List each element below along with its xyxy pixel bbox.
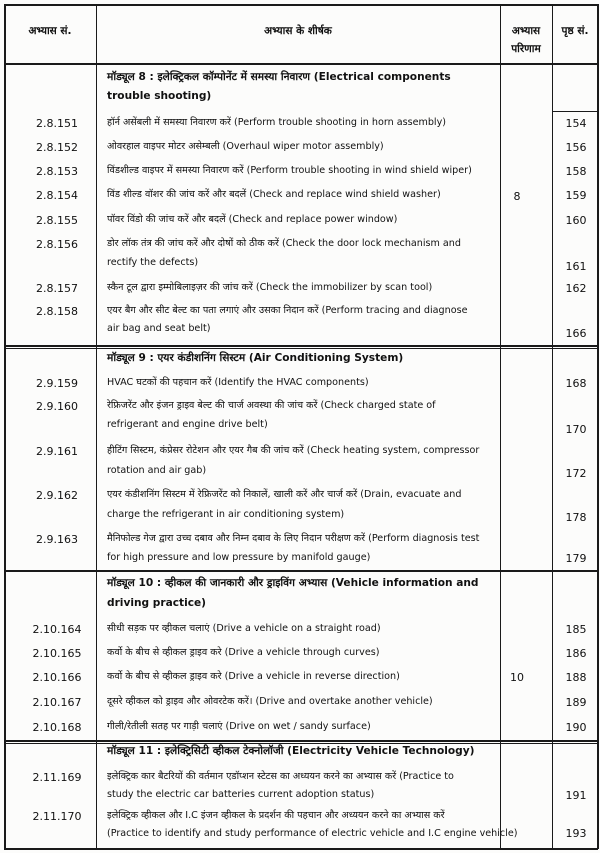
- exercise-title: इलेक्ट्रिक व्हीकल और I.C इंजन व्हीकल के प्रदर्शन की पहचान और अध्ययन करने का अभ्यास करें: [107, 810, 445, 821]
- exercise-number: 2.8.158: [36, 305, 78, 318]
- header-exercise-title: अभ्यास के शीर्षक: [264, 25, 332, 37]
- exercise-outcome: 8: [513, 190, 521, 203]
- module-title: मॉड्यूल 8 : इलेक्ट्रिकल कॉम्पोनेंट में समस्या निवारण (Electrical components: [107, 71, 451, 83]
- exercise-title-cont: air bag and seat belt): [107, 323, 211, 334]
- module-title: मॉड्यूल 10 : व्हीकल की जानकारी और ड्राइविंग अभ्यास (Vehicle information and: [107, 577, 479, 589]
- exercise-number: 2.9.159: [36, 377, 78, 390]
- exercise-title: HVAC घटकों की पहचान करें (Identify the HVAC components): [107, 377, 369, 388]
- module-separator: [4, 345, 598, 347]
- header-page-no: पृष्ठ सं.: [561, 25, 589, 37]
- exercise-number: 2.10.164: [32, 623, 82, 636]
- exercise-number: 2.8.157: [36, 282, 78, 295]
- exercise-title: स्कैन टूल द्वारा इम्मोबिलाइज़र की जांच करें (Check the immobilizer by scan tool): [107, 282, 433, 293]
- exercise-number: 2.8.153: [36, 165, 78, 178]
- exercise-title: विंडशील्ड वाइपर में समस्या निवारण करें (Perform trouble shooting in wind shield wiper): [107, 165, 472, 176]
- exercise-title-cont: study the electric car batteries current adoption status): [107, 789, 375, 800]
- exercise-title: पॉवर विंडो की जांच करें और बदलें (Check and replace power window): [107, 214, 398, 225]
- page-number: 188: [565, 671, 587, 684]
- exercise-number: 2.8.151: [36, 117, 78, 130]
- page-number: 191: [565, 789, 587, 802]
- page-number: 156: [565, 141, 587, 154]
- exercise-outcome: 10: [510, 671, 524, 684]
- page-number: 166: [565, 327, 587, 340]
- exercise-title: दूसरे व्हीकल को ड्राइव और ओवरटेक करें। (Drive and overtake another vehicle): [107, 696, 433, 707]
- exercise-title-cont: (Practice to identify and study performance of electric vehicle and I.C engine vehicle): [107, 828, 518, 839]
- page-number: 185: [565, 623, 587, 636]
- exercise-number: 2.9.162: [36, 489, 78, 502]
- table-right-border: [597, 4, 599, 849]
- exercise-number: 2.9.160: [36, 400, 78, 413]
- module-separator: [4, 740, 598, 742]
- column-divider-title: [96, 4, 97, 849]
- exercise-number: 2.10.165: [32, 647, 82, 660]
- exercise-number: 2.9.163: [36, 533, 78, 546]
- header-outcome-line1: अभ्यास: [511, 25, 541, 37]
- page-number: 189: [565, 696, 587, 709]
- exercise-title: मैनिफोल्ड गेज द्वारा उच्च दबाव और निम्न दबाव के लिए निदान परीक्षण करें (Perform diagnosis test: [107, 533, 480, 544]
- exercise-number: 2.9.161: [36, 445, 78, 458]
- page-number: 193: [565, 827, 587, 840]
- header-exercise-no: अभ्यास सं.: [28, 25, 72, 37]
- exercise-number: 2.8.154: [36, 189, 78, 202]
- exercise-title: सीधी सड़क पर व्हीकल चलाएं (Drive a vehicle on a straight road): [107, 623, 381, 634]
- table-top-border: [4, 4, 598, 6]
- page-number: 186: [565, 647, 587, 660]
- module-title-cont: driving practice): [107, 597, 207, 609]
- exercise-number: 2.11.169: [32, 771, 82, 784]
- exercise-title-cont: rotation and air gab): [107, 465, 207, 476]
- page-cell-rule: [552, 111, 598, 112]
- exercise-title: हीटिंग सिस्टम, कंप्रेसर रोटेशन और एयर गैब की जांच करें (Check heating system, compressor: [107, 445, 480, 456]
- module-separator-double: [4, 743, 598, 744]
- exercise-title-cont: refrigerant and engine drive belt): [107, 419, 268, 430]
- page-number: 160: [565, 214, 587, 227]
- exercise-title: डोर लॉक तंत्र की जांच करें और दोषों को ठीक करें (Check the door lock mechanism and: [107, 238, 461, 249]
- page-number: 158: [565, 165, 587, 178]
- exercise-number: 2.10.166: [32, 671, 82, 684]
- exercise-number: 2.10.168: [32, 721, 82, 734]
- exercise-title: कर्वो के बीच से व्हीकल ड्राइव करे (Drive a vehicle through curves): [107, 647, 380, 658]
- exercise-title-cont: rectify the defects): [107, 257, 199, 268]
- exercise-number: 2.11.170: [32, 810, 82, 823]
- exercise-number: 2.8.155: [36, 214, 78, 227]
- page-number: 170: [565, 423, 587, 436]
- exercise-title: इलेक्ट्रिक कार बैटरियों की वर्तमान एडॉप्शन स्टेटस का अध्ययन करने का अभ्यास करें (Practice to: [107, 771, 454, 782]
- page-number: 154: [565, 117, 587, 130]
- exercise-number: 2.10.167: [32, 696, 82, 709]
- exercise-title-cont: charge the refrigerant in air conditioning system): [107, 509, 345, 520]
- module-title: मॉड्यूल 9 : एयर कंडीशनिंग सिस्टम (Air Conditioning System): [107, 352, 404, 364]
- table-bottom-border: [4, 848, 598, 850]
- exercise-title: एयर बैग और सीट बेल्ट का पता लगाएं और उसका निदान करें (Perform tracing and diagnose: [107, 305, 468, 316]
- table-left-border: [4, 4, 6, 849]
- header-bottom-rule: [4, 63, 598, 65]
- exercise-title: विंड शील्ड वॉशर की जांच करें और बदलें (Check and replace wind shield washer): [107, 189, 441, 200]
- exercise-title: एयर कंडीशनिंग सिस्टम में रेफ्रिजरेंट को निकालें, खाली करें और चार्ज करें (Drain, evacuate and: [107, 489, 462, 500]
- page-number: 162: [565, 282, 587, 295]
- page-number: 190: [565, 721, 587, 734]
- exercise-title: गीली/रेतीली सतह पर गाड़ी चलाएं (Drive on wet / sandy surface): [107, 721, 371, 732]
- header-outcome-line2: परिणाम: [511, 43, 541, 55]
- module-title: मॉड्यूल 11 : इलेक्ट्रिसिटी व्हीकल टेक्नोलॉजी (Electricity Vehicle Technology): [107, 745, 475, 757]
- exercise-title: रेफ्रिजरेंट और इंजन ड्राइव बेल्ट की चार्ज अवस्था की जांच करें (Check charged state of: [107, 400, 436, 411]
- exercise-title: ओवरहाल वाइपर मोटर असेम्बली (Overhaul wiper motor assembly): [107, 141, 384, 152]
- module-separator: [4, 570, 598, 572]
- exercise-title-cont: for high pressure and low pressure by manifold gauge): [107, 552, 371, 563]
- column-divider-outcome: [500, 4, 501, 849]
- exercise-title: कर्वो के बीच से व्हीकल ड्राइव करे (Drive a vehicle in reverse direction): [107, 671, 400, 682]
- module-title-cont: trouble shooting): [107, 90, 212, 102]
- page-number: 161: [565, 260, 587, 273]
- exercise-title: हॉर्न असेंबली में समस्या निवारण करें (Perform trouble shooting in horn assembly): [107, 117, 447, 128]
- page-number: 179: [565, 552, 587, 565]
- page-number: 159: [565, 189, 587, 202]
- exercise-number: 2.8.152: [36, 141, 78, 154]
- module-separator-double: [4, 348, 598, 349]
- page-number: 168: [565, 377, 587, 390]
- exercise-number: 2.8.156: [36, 238, 78, 251]
- page-number: 178: [565, 511, 587, 524]
- column-divider-page: [552, 4, 553, 849]
- page-number: 172: [565, 467, 587, 480]
